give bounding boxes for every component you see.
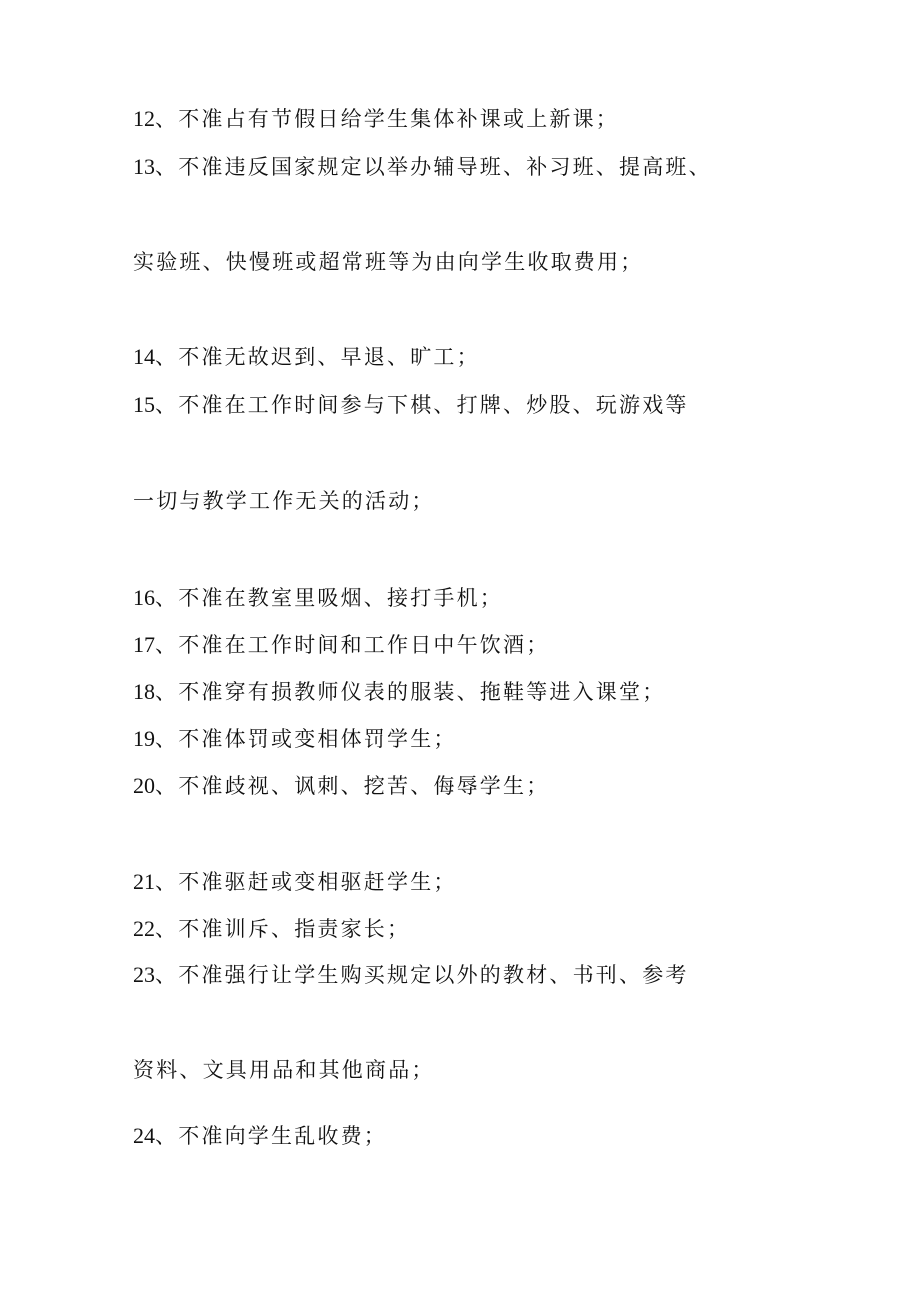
rule-number: 23 (133, 962, 155, 987)
rule-item-23-continuation (133, 1055, 435, 1085)
rule-item-13-continuation (133, 247, 643, 277)
rule-number: 20 (133, 773, 155, 798)
rule-text: 资料、文具用品和其他商品； (133, 1058, 435, 1082)
rule-text: 、不准违反国家规定以举办辅导班、补习班、提高班、 (155, 155, 712, 179)
rule-number: 15 (133, 392, 155, 417)
rule-item-23 (133, 960, 689, 990)
rule-number: 13 (133, 154, 155, 179)
rule-text: 、不准无故迟到、早退、旷工； (155, 345, 480, 369)
rule-text: 、不准向学生乱收费； (155, 1124, 387, 1148)
rule-text: 、不准在工作时间参与下棋、打牌、炒股、玩游戏等 (155, 393, 689, 417)
rule-number: 21 (133, 869, 155, 894)
rule-item-13 (133, 152, 712, 182)
rule-item-24 (133, 1121, 387, 1151)
rule-item-15-continuation (133, 486, 435, 516)
rule-text: 、不准训斥、指责家长； (155, 917, 411, 941)
rule-item-15 (133, 390, 689, 420)
rule-number: 14 (133, 344, 155, 369)
rule-text: 一切与教学工作无关的活动； (133, 489, 435, 513)
rule-item-20 (133, 771, 549, 801)
rule-text: 、不准在教室里吸烟、接打手机； (155, 586, 503, 610)
rule-number: 19 (133, 726, 155, 751)
rule-number: 17 (133, 632, 155, 657)
rule-number: 12 (133, 106, 155, 131)
rule-number: 18 (133, 679, 155, 704)
rule-number: 16 (133, 585, 155, 610)
rule-number: 22 (133, 916, 155, 941)
rule-item-17 (133, 630, 549, 660)
rule-item-22 (133, 914, 410, 944)
rule-text: 、不准穿有损教师仪表的服装、拖鞋等进入课堂； (155, 680, 666, 704)
rule-text: 实验班、快慢班或超常班等为由向学生收取费用； (133, 250, 644, 274)
rule-item-14 (133, 342, 480, 372)
rule-text: 、不准强行让学生购买规定以外的教材、书刊、参考 (155, 963, 689, 987)
rule-number: 24 (133, 1123, 155, 1148)
rule-text: 、不准占有节假日给学生集体补课或上新课； (155, 107, 619, 131)
rule-text: 、不准歧视、讽刺、挖苦、侮辱学生； (155, 774, 550, 798)
rule-text: 、不准在工作时间和工作日中午饮酒； (155, 633, 550, 657)
rule-item-19 (133, 724, 457, 754)
rule-item-12 (133, 104, 619, 134)
rule-item-21 (133, 867, 457, 897)
rule-text: 、不准体罚或变相体罚学生； (155, 727, 457, 751)
rule-item-16 (133, 583, 503, 613)
rule-item-18 (133, 677, 665, 707)
rule-text: 、不准驱赶或变相驱赶学生； (155, 870, 457, 894)
